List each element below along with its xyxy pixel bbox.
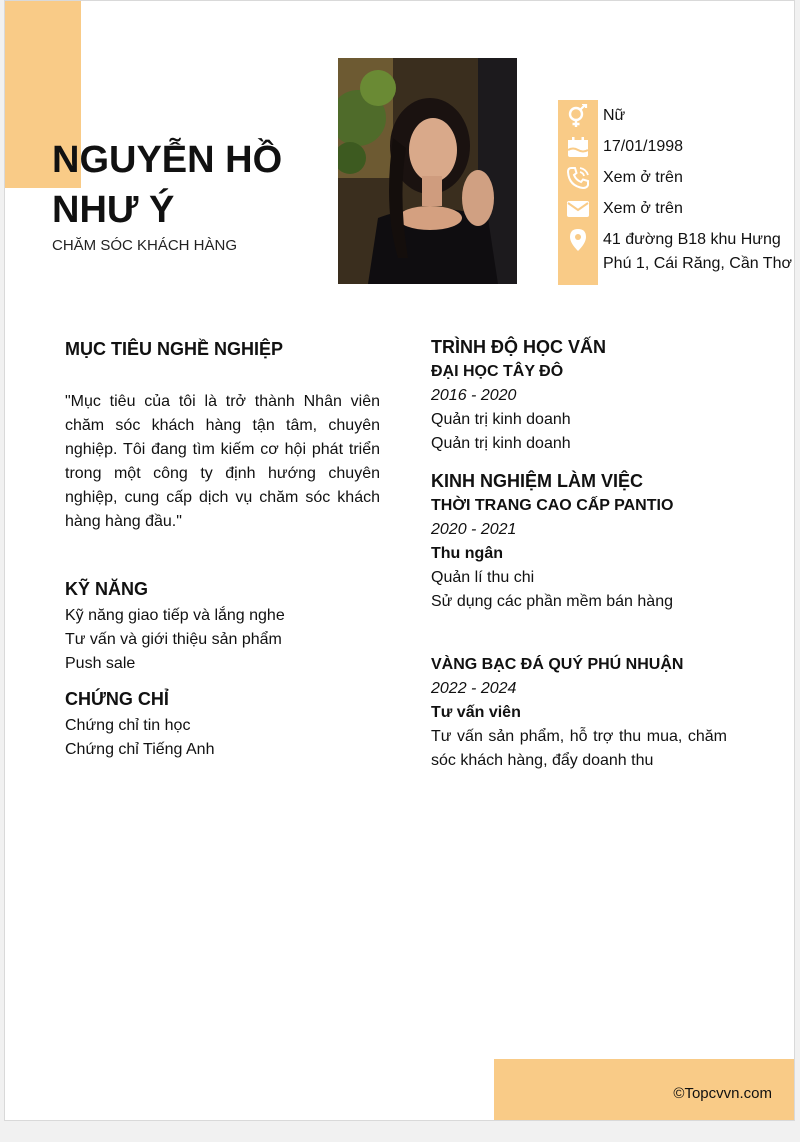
email-icon <box>558 193 598 224</box>
education-school: ĐẠI HỌC TÂY ĐÔ <box>431 363 564 380</box>
job-period: 2022 - 2024 <box>431 680 517 697</box>
certificates-list <box>65 714 380 762</box>
location-icon <box>558 224 598 255</box>
birthday-text: 17/01/1998 <box>603 138 684 155</box>
education-period: 2016 - 2020 <box>431 387 517 404</box>
contact-birthday <box>558 131 795 162</box>
gender-text: Nữ <box>603 107 626 124</box>
contact-list <box>558 100 795 276</box>
contact-address <box>558 224 795 276</box>
candidate-name: NGUYỄN HỒ NHƯ Ý <box>52 139 283 231</box>
contact-phone <box>558 162 795 193</box>
job-role: Tư vấn viên <box>431 704 521 721</box>
job-company: THỜI TRANG CAO CẤP PANTIO <box>431 497 674 514</box>
calendar-icon <box>558 131 598 162</box>
contact-gender <box>558 100 795 131</box>
cv-page <box>4 0 795 1121</box>
certificate-item: Chứng chỉ tin học <box>65 717 191 734</box>
address-text: 41 đường B18 khu Hưng Phú 1, Cái Răng, Cần Thơ <box>603 231 792 272</box>
job-period: 2020 - 2021 <box>431 521 517 538</box>
copyright-text: ©Topcvvn.com <box>673 1085 772 1102</box>
job-detail: Tư vấn sản phẩm, hỗ trợ thu mua, chăm sóc khách hàng, đẩy doanh thu <box>431 728 727 769</box>
education-line: Quản trị kinh doanh <box>431 435 571 452</box>
profile-photo <box>338 58 517 284</box>
experience-job <box>431 494 727 614</box>
certificates-title: CHỨNG CHỈ <box>65 689 169 709</box>
email-text: Xem ở trên <box>603 200 683 217</box>
skill-item: Tư vấn và giới thiệu sản phẩm <box>65 631 282 648</box>
skill-item: Kỹ năng giao tiếp và lắng nghe <box>65 607 285 624</box>
right-column <box>431 334 727 773</box>
objective-text: "Mục tiêu của tôi là trở thành Nhân viên chăm sóc khách hàng tận tâm, chuyên nghiệp. Tôi đang tìm kiếm cơ hội phát triển trong một công ty định hướng chuyên nghiệp, cung cấp dịch vụ chăm sóc khách hàng hàng đầu." <box>65 393 380 530</box>
job-company: VÀNG BẠC ĐÁ QUÝ PHÚ NHUẬN <box>431 656 684 673</box>
phone-icon <box>558 162 598 193</box>
skills-title: KỸ NĂNG <box>65 579 149 599</box>
skills-list <box>65 604 380 676</box>
experience-title: KINH NGHIỆM LÀM VIỆC <box>431 471 644 491</box>
job-detail: Quản lí thu chi <box>431 569 535 586</box>
job-role: Thu ngân <box>431 545 503 562</box>
candidate-position: CHĂM SÓC KHÁCH HÀNG <box>52 237 238 254</box>
education-line: Quản trị kinh doanh <box>431 411 571 428</box>
phone-text: Xem ở trên <box>603 169 683 186</box>
certificate-item: Chứng chỉ Tiếng Anh <box>65 741 215 758</box>
job-detail: Sử dụng các phần mềm bán hàng <box>431 593 673 610</box>
gender-icon <box>558 100 598 131</box>
education-title: TRÌNH ĐỘ HỌC VẤN <box>431 337 606 357</box>
objective-title: MỤC TIÊU NGHỀ NGHIỆP <box>65 339 284 359</box>
contact-email <box>558 193 795 224</box>
left-column <box>65 336 380 762</box>
skill-item: Push sale <box>65 655 136 672</box>
experience-job <box>431 653 727 773</box>
